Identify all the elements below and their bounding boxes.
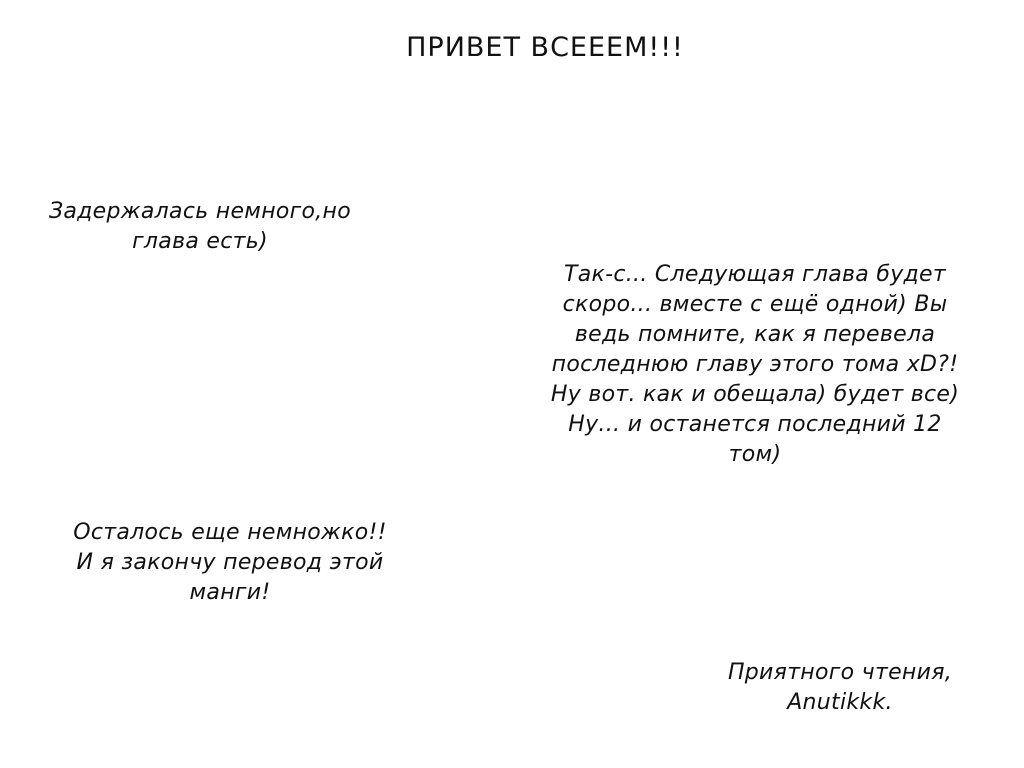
- signoff-signature: Anutikkk.: [787, 690, 893, 715]
- next-chapter-note-line: Так-с... Следующая глава будет: [563, 262, 947, 287]
- remaining-note-line: И я закончу перевод этой: [76, 550, 384, 575]
- delay-note-line: глава есть): [132, 229, 268, 254]
- next-chapter-note: [520, 260, 990, 470]
- delay-note-line: Задержалась немного,но: [48, 199, 351, 224]
- remaining-note-line: Осталось еще немножко!!: [73, 520, 387, 545]
- page-title: ПРИВЕТ ВСЕЕЕМ!!!: [406, 32, 684, 63]
- next-chapter-note-line: Ну... и останется последний 12: [568, 412, 942, 437]
- next-chapter-note-line: Ну вот. как и обещала) будет все): [550, 382, 960, 407]
- next-chapter-note-line: скоро... вместе с ещё одной) Вы: [562, 292, 948, 317]
- delay-note: [40, 197, 360, 257]
- next-chapter-note-line: том): [728, 442, 782, 467]
- remaining-note-line: манги!: [189, 580, 271, 605]
- remaining-note: [40, 518, 420, 608]
- signoff-note: [690, 658, 990, 718]
- next-chapter-note-line: ведь помните, как я перевела: [574, 322, 936, 347]
- next-chapter-note-line: последнюю главу этого тома xD?!: [551, 352, 959, 377]
- signoff-note-line: Приятного чтения,: [727, 660, 953, 685]
